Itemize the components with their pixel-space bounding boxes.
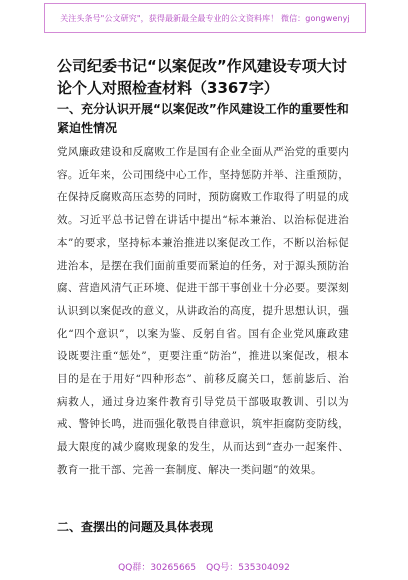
footer-contact — [0, 560, 408, 576]
header-banner — [44, 3, 366, 33]
footer-qq-group: QQ群：30265665 — [118, 563, 197, 573]
document-title: 公司纪委书记“以案促改”作风建设专项大讨论个人对照检查材料（3367字） — [57, 57, 347, 97]
footer-qq-number: QQ号：535304092 — [206, 563, 290, 573]
section-1-heading: 一、充分认识开展“以案促改”作风建设工作的重要性和紧迫性情况 — [57, 102, 349, 135]
section-1-body: 党风廉政建设和反腐败工作是国有企业全面从严治党的重要内容。近年来，公司围绕中心工作，坚持惩防并举、注重预防，在保持反腐败高压态势的同时，预防腐败工作取得了明显的成效。习近平总书记曾在讲话中提出“标本兼治、以治标促进治本”的要求，坚持标本兼治推进以案促改工作，不断以治标促进治本，是摆在我们面前重要而紧迫的任务，对于源头预防治腐、营造风清气正环境、促进干部干事创业十分必要。要深刻认识到以案促改的意义，从讲政治的高度，提升思想认识，强化“四个意识”，以案为鉴、反躬自省。国有企业党风廉政建设既要注重“惩处”，更要注重“防治”，推进以案促改，根本目的是在于用好“四种形态”、前移反腐关口，惩前毖后、治病救人，通过身边案件教育引导党员干部吸取教训、引以为戒、警钟长鸣，进而强化敬畏自律意识，筑牢拒腐防变防线，最大限度的减少腐败现象的发生，从而达到“查办一起案件、教育一批干部、完善一套制度、解决一类问题”的效果。 — [57, 146, 349, 476]
section-2-heading: 二、查摆出的问题及具体表现 — [57, 520, 214, 534]
header-banner-text: 关注头条号"公文研究"，获得最新最全最专业的公文资料库！ 微信：gongwenyj — [60, 13, 350, 23]
